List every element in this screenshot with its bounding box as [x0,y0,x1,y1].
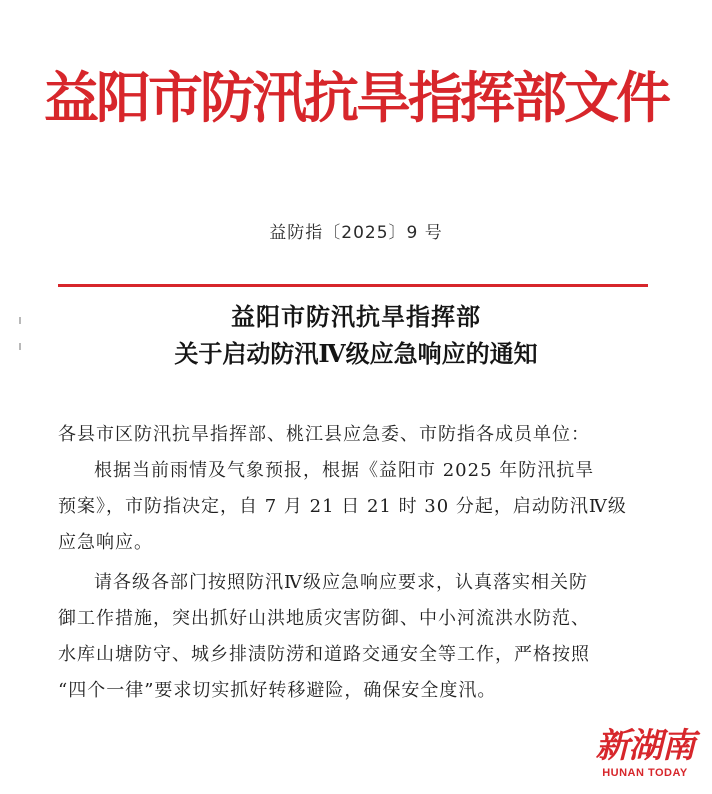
notice-title-line-2: 关于启动防汛Ⅳ级应急响应的通知 [174,339,538,368]
recipients-line: 各县市区防汛抗旱指挥部、桃江县应急委、市防指各成员单位： [58,424,590,445]
hunan-today-logo [590,726,700,780]
notice-title-line-1: 益阳市防汛抗旱指挥部 [231,302,481,331]
paragraph-1-line: 预案》，市防指决定，自 7 月 21 日 21 时 30 分起，启动防汛Ⅳ级 [58,496,627,517]
paragraph-2-line: 请各级各部门按照防汛Ⅳ级应急响应要求，认真落实相关防 [94,572,588,593]
paragraph-2-line: 御工作措施，突出抓好山洪地质灾害防御、中小河流洪水防范、 [58,608,590,629]
logo-mark: 新湖南 [595,726,695,766]
paragraph-2-line: “四个一律”要求切实抓好转移避险，确保安全度汛。 [58,680,497,701]
document-header-title: 益阳市防汛抗旱指挥部文件 [43,65,668,130]
paragraph-1-line: 应急响应。 [58,532,153,553]
logo-english-text: HUNAN TODAY [602,767,688,779]
paragraph-2-line: 水库山塘防守、城乡排渍防涝和道路交通安全等工作，严格按照 [58,644,590,665]
paragraph-1-line: 根据当前雨情及气象预报，根据《益阳市 2025 年防汛抗旱 [94,460,595,481]
red-divider [58,284,648,287]
document-number: 益防指〔2025〕9 号 [269,223,443,243]
